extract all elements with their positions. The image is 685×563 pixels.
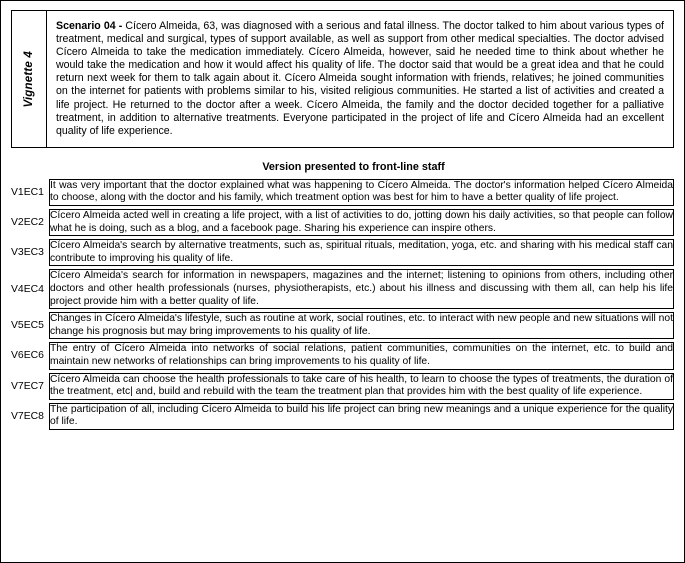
item-code: V4EC4 (11, 283, 44, 295)
vignette-block (11, 10, 674, 148)
table-row (11, 373, 674, 399)
item-text: The participation of all, including Cícero Almeida to build his life project can bring new meanings and a unique experience for the quality of life. (50, 403, 674, 429)
item-code: V2EC2 (11, 217, 44, 229)
table-row (11, 343, 674, 369)
table-row (11, 403, 674, 429)
items-table-body (11, 179, 674, 429)
section-heading: Version presented to front-line staff (262, 160, 445, 173)
item-code: V1EC1 (11, 186, 44, 198)
vignette-tab (11, 10, 47, 148)
item-text: Changes in Cícero Almeida's lifestyle, such as routine at work, social routines, etc. to interact with new people and new situations will not change his prognosis but may bring improvements to his quality of life. (50, 313, 674, 339)
item-code: V5EC5 (11, 320, 44, 332)
item-text: The entry of Cícero Almeida into networks of social relations, patient communities, communities on the internet, etc. to build and maintain new networks of relationships can bring improvements to his quality of life. (50, 343, 674, 369)
table-row (11, 313, 674, 339)
scenario-paragraph (56, 20, 664, 138)
item-text: Cícero Almeida's search by alternative treatments, such as, spiritual rituals, meditation, yoga, etc. and sharing with his medical staff can contribute to improving his quality of life. (50, 240, 674, 266)
table-row (11, 210, 674, 236)
item-code: V6EC6 (11, 350, 44, 362)
scenario-lead-label: Scenario 04 - (56, 20, 126, 32)
item-code: V3EC3 (11, 247, 44, 259)
scenario-body-text: Cícero Almeida, 63, was diagnosed with a serious and fatal illness. The doctor talked to him about various types of treatment, medical and surgical, types of support available, as well as support from other medical specialties. The doctor advised Cícero Almeida to take the medication immediately. Cícero Almeida, however, said he needed time to think about whether he would take the medication and how it would affect his quality of life. The doctor said that would be a great idea and that he could return next week for them to talk again about it. Cícero Almeida sought information with friends, relatives; he joined communities on the internet for patients with problems similar to his, visited religious communities. He started a list of activities and created a life project. He returned to the doctor after a week. Cícero Almeida, the family and the doctor decided together for a palliative treatment, in addition to alternative treatments. Everyone participated in the project of life and Cícero Almeida had an excellent quality of life experience. (56, 20, 664, 137)
table-row (11, 240, 674, 266)
vignette-tab-label: Vignette 4 (23, 50, 35, 108)
item-text: Cícero Almeida acted well in creating a life project, with a list of activities to do, jotting down his daily activities, so that people can follow what he is doing, such as a blog, and a facebook page. Sharing his experience can inspire others. (50, 210, 674, 236)
item-code: V7EC7 (11, 380, 44, 392)
items-table (11, 179, 674, 430)
item-code: V7EC8 (11, 410, 44, 422)
table-row (11, 179, 674, 205)
item-text: It was very important that the doctor explained what was happening to Cícero Almeida. The doctor's information helped Cícero Almeida to choose, along with the doctor and his family, which treatment option was best for him to have a better quality of life project. (50, 179, 674, 205)
item-text: Cícero Almeida can choose the health professionals to take care of his health, to learn to choose the types of treatments, the duration of the treatment, etc| and, build and rebuild with the team the treatment plan that provides him with the best quality of life experience. (50, 373, 674, 399)
item-text: Cícero Almeida's search for information in newspapers, magazines and the internet; listening to opinions from others, including other doctors and other health professionals (nurses, physiotherapists, etc.) about his illness and discussing with them all, can help his life project provide him with a better quality of life. (50, 270, 674, 309)
vignette-text-cell (47, 10, 674, 148)
table-row (11, 270, 674, 309)
